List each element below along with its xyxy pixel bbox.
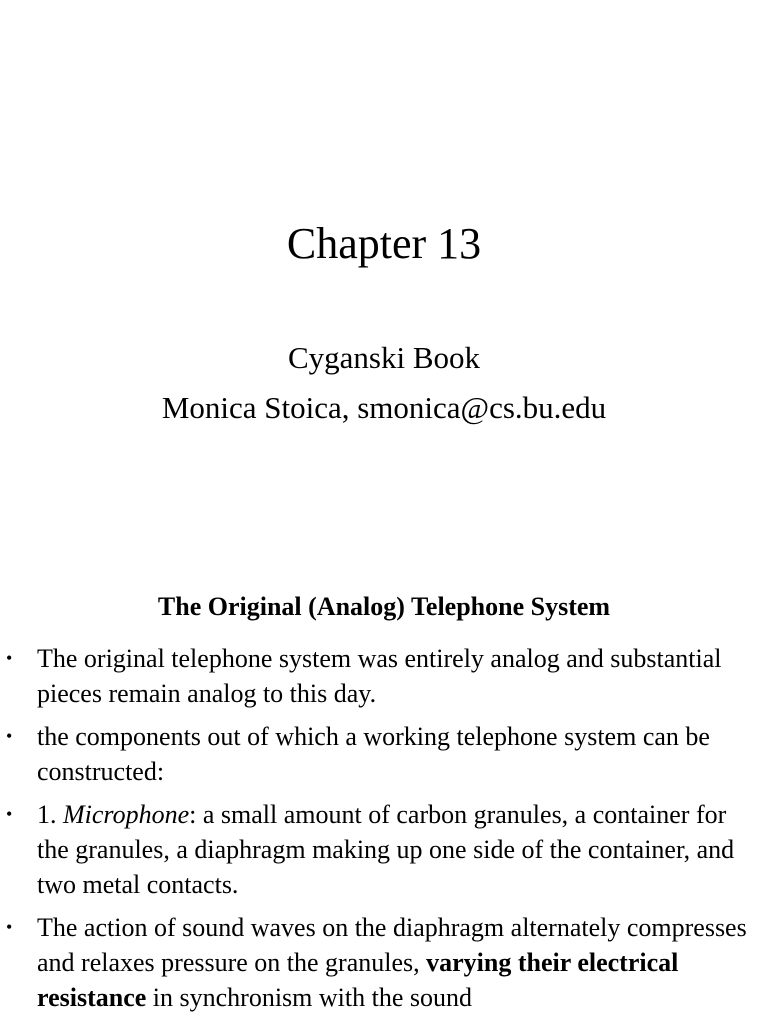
book-name: Cyganski Book <box>287 340 481 375</box>
bullet-item <box>0 641 768 711</box>
bullet-number: 1. <box>37 800 57 829</box>
bullet-emphasis: varying their electrical resistance <box>37 948 679 1012</box>
bullet-text: The original telephone system was entirely analog and substantial pieces remain analog to this day. <box>37 644 722 708</box>
section-heading: The Original (Analog) Telephone System <box>157 592 611 621</box>
bullet-item <box>0 910 768 1015</box>
bullet-text: : a small amount of carbon granules, a container for the granules, a diaphragm making up one side of the container, and two metal contacts. <box>37 800 735 899</box>
bullet-icon: • <box>6 917 13 937</box>
subtitle-block <box>0 333 768 433</box>
bullet-icon: • <box>6 804 13 824</box>
author-contact: Monica Stoica, smonica@cs.bu.edu <box>161 390 607 425</box>
bullet-term: Microphone <box>63 800 190 829</box>
bullet-item <box>0 797 768 902</box>
bullet-list <box>0 641 768 1023</box>
chapter-title: Chapter 13 <box>286 219 482 268</box>
bullet-text: the components out of which a working telephone system can be constructed: <box>37 722 710 786</box>
bullet-icon: • <box>6 648 13 668</box>
bullet-item <box>0 719 768 789</box>
bullet-text: in synchronism with the sound <box>146 983 472 1012</box>
bullet-text: The action of sound waves on the diaphragm alternately compresses and relaxes pressure on the granules, <box>37 913 747 977</box>
bullet-icon: • <box>6 726 13 746</box>
